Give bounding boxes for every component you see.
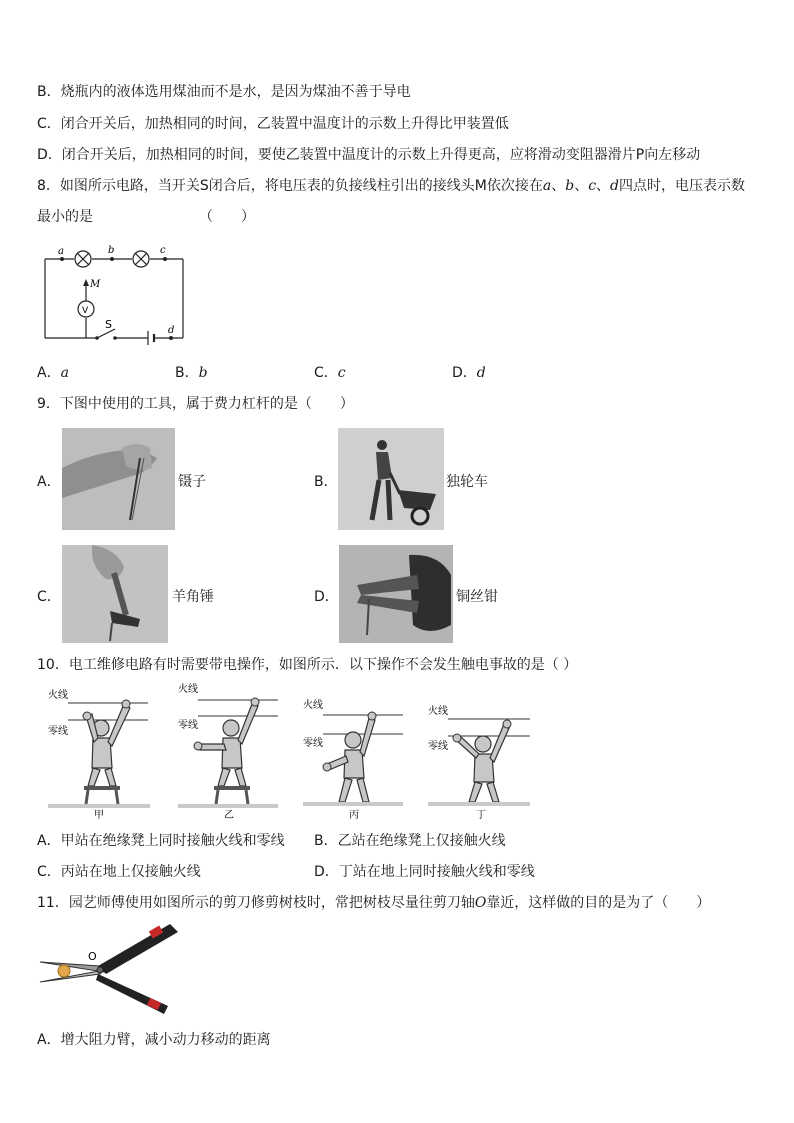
q10-figure-yi: [178, 682, 278, 820]
q10-figure-ding: [428, 702, 530, 820]
switch-label: S: [105, 318, 112, 331]
circuit-point-c: c: [160, 245, 166, 256]
svg-text:甲: 甲: [94, 810, 104, 821]
q8-stem-line2: 最小的是 （ ）: [37, 209, 255, 225]
q11-option-a: A．增大阻力臂，减小动力移动的距离: [37, 1032, 271, 1048]
svg-text:火线: 火线: [303, 700, 323, 711]
claw-hammer-photo: [62, 545, 168, 643]
svg-text:零线: 零线: [48, 726, 68, 737]
q10-option-c: C．丙站在地上仅接触火线: [37, 864, 201, 880]
q10-figure-bing: [303, 698, 403, 820]
q7-option-d: D．闭合开关后，加热相同的时间，要使乙装置中温度计的示数上升得更高，应将滑动变阻器滑片P向左移动: [37, 147, 701, 163]
q10-stem: 10．电工维修电路有时需要带电操作，如图所示．以下操作不会发生触电事故的是（ ）: [37, 657, 578, 673]
svg-text:火线: 火线: [428, 706, 448, 717]
q9-stem: 9．下图中使用的工具，属于费力杠杆的是（ ）: [37, 396, 354, 412]
q8-option-d: D．d: [452, 365, 486, 381]
q8-circuit-diagram: [40, 243, 190, 343]
circuit-point-d: d: [168, 325, 175, 336]
pivot-label-o: O: [88, 950, 97, 963]
q7-option-c: C．闭合开关后，加热相同的时间，乙装置中温度计的示数上升得比甲装置低: [37, 116, 509, 132]
svg-text:零线: 零线: [428, 741, 448, 752]
svg-text:丙: 丙: [349, 810, 359, 821]
q8-stem-line1: 8．如图所示电路，当开关S闭合后，将电压表的负接线柱引出的接线头M依次接在a、b、c、d四点时，电压表示数: [37, 178, 746, 194]
q9-caption-a: 镊子: [178, 474, 206, 490]
q9-caption-c: 羊角锤: [172, 589, 214, 605]
q9-option-c-key: C．: [37, 589, 61, 605]
svg-text:乙: 乙: [224, 810, 234, 821]
wheelbarrow-photo: [338, 428, 444, 530]
q10-option-d: D．丁站在地上同时接触火线和零线: [314, 864, 535, 880]
q9-caption-b: 独轮车: [446, 474, 488, 490]
q11-stem: 11．园艺师傅使用如图所示的剪刀修剪树枝时，常把树枝尽量往剪刀轴O靠近，这样做的目的是为了（ ）: [37, 895, 711, 911]
q9-option-b-key: B．: [314, 474, 338, 490]
q10-option-a: A．甲站在绝缘凳上同时接触火线和零线: [37, 833, 285, 849]
q10-figure-jia: [48, 686, 150, 820]
q7-option-b: B．烧瓶内的液体选用煤油而不是水，是因为煤油不善于导电: [37, 84, 411, 100]
voltmeter-icon: V: [82, 306, 89, 316]
svg-text:丁: 丁: [476, 810, 486, 821]
q9-caption-d: 铜丝钳: [456, 589, 498, 605]
pruning-shears-figure: [38, 922, 183, 1014]
svg-text:火线: 火线: [178, 684, 198, 695]
q8-option-b: B．b: [175, 365, 208, 381]
circuit-label-m: M: [90, 279, 101, 290]
q10-option-b: B．乙站在绝缘凳上仅接触火线: [314, 833, 506, 849]
tweezers-photo: [62, 428, 175, 530]
svg-text:零线: 零线: [178, 720, 198, 731]
circuit-point-b: b: [108, 245, 115, 256]
q9-option-a-key: A．: [37, 474, 61, 490]
q8-option-c: C．c: [314, 365, 346, 381]
svg-text:火线: 火线: [48, 690, 68, 701]
wire-pliers-photo: [339, 545, 453, 643]
circuit-point-a: a: [58, 246, 64, 257]
svg-text:零线: 零线: [303, 738, 323, 749]
q8-option-a: A．a: [37, 365, 69, 381]
q9-option-d-key: D．: [314, 589, 339, 605]
